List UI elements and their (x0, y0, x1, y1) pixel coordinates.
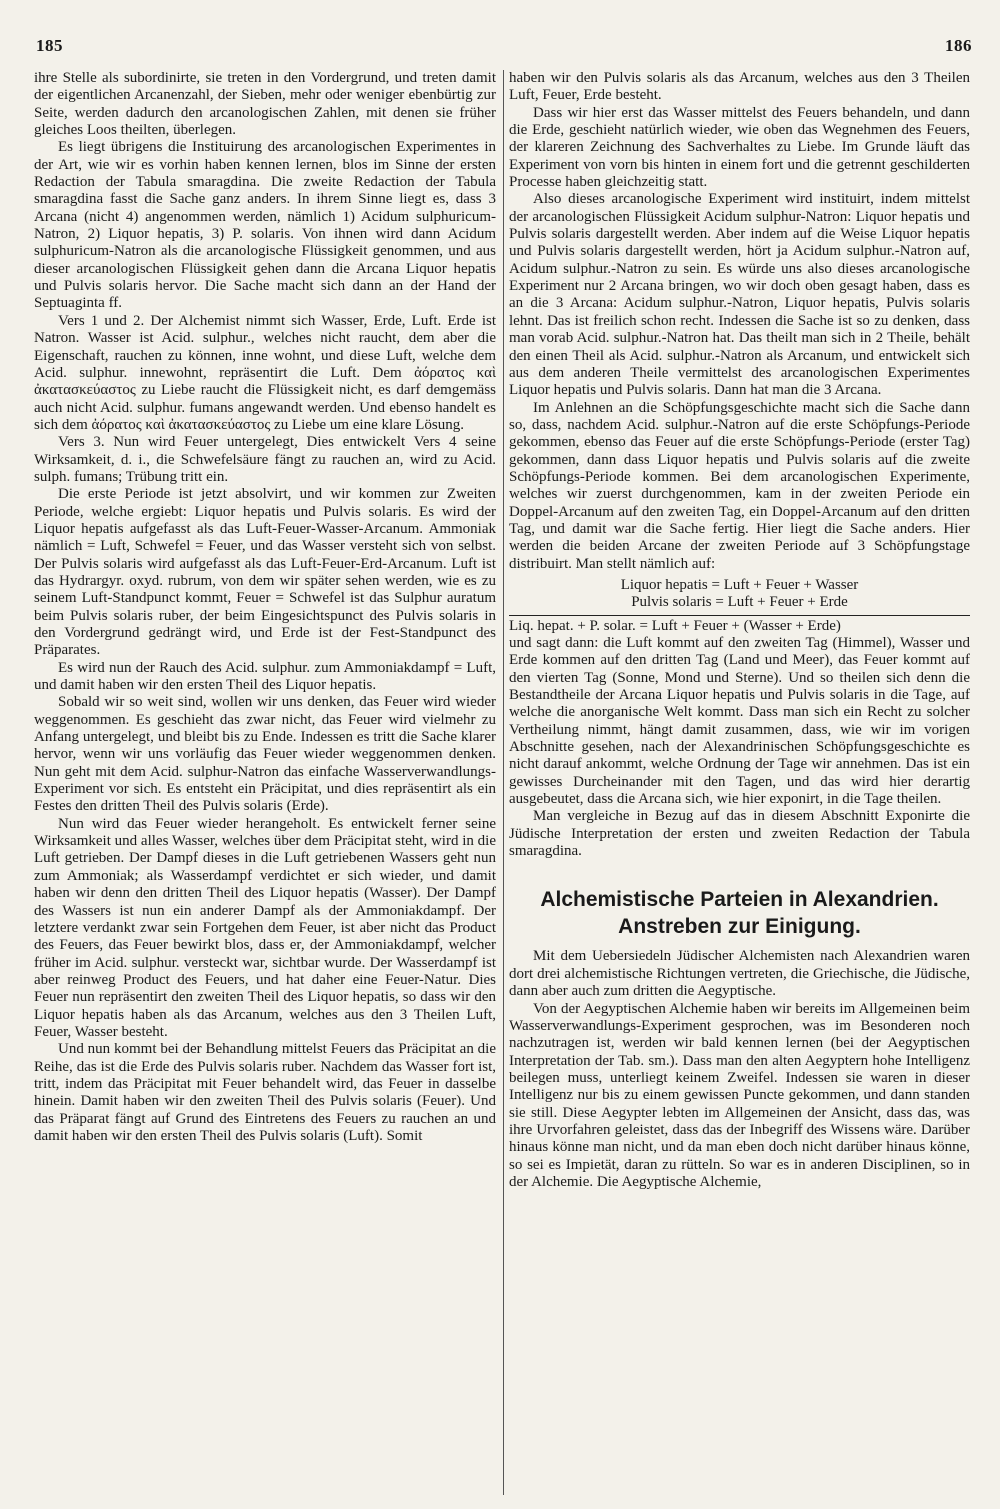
paragraph: Von der Aegyptischen Alchemie haben wir bereits im Allgemeinen beim Wasserverwandlungs-Experiment gesprochen, was im Besonderen noch nachzutragen ist, werden wir bald kennen lernen (bei der Aegyptischen Interpretation der Tab. sm.). Dass man den alten Aegyptern hohe Intelligenz beilegen muss, unterliegt keinem Zweifel. Indessen sie waren in dieser Intelligenz nur bis zu einem gewissen Puncte gekommen, und dann standen sie still. Diese Aegypter lebten im Allgemeinen der Ansicht, dass das, was ihre Urvorfahren geleistet, dass das der Inbegriff des Wissens wäre. Darüber hinaus könne man nicht, und da man eben doch nicht darüber hinaus könne, so sei es Impietät, daran zu rütteln. So war es in anderen Disciplinen, so in der Alchemie. Die Aegyptische Alchemie, (509, 1000, 970, 1190)
paragraph: Die erste Periode ist jetzt absolvirt, und wir kommen zur Zweiten Periode, welche ergiebt: Liquor hepatis und Pulvis solaris. Es wird der Liquor hepatis aufgefasst als das Luft-Feuer-Wasser-Arcanum. Ammoniak nämlich = Luft, Schwefel = Feuer, und das Wasser versteht sich von selbst. Der Pulvis solaris wird aufgefasst als das Luft-Feuer-Erd-Arcanum. Luft ist das Hydrargyr. oxyd. rubrum, von dem wir später sehen werden, wie es zu seinem Luft-Standpunct kommt, Feuer = Schwefel ist das Sulphur auratum beim Pulvis solaris ruber, der beim Eingesichtspunct des Pulvis solaris in den Vordergrund gedrängt wird, und Erde ist der Fest-Standpunct des Präparates. (34, 486, 496, 659)
paragraph: und sagt dann: die Luft kommt auf den zweiten Tag (Himmel), Wasser und Erde kommen auf den dritten Tag (Land und Meer), das Feuer kommt auf den vierten Tag (Sonne, Mond und Sterne). Und so theilen sich denn die Bestandtheile der Arcana Liquor hepatis und Pulvis solaris in die Tage, auf welche die anorganische Welt kommt. Dass man sich ein Recht zu solcher Vertheilung nimmt, hängt damit zusammen, dass, wie wir im vorigen Abschnitte gesehen, nach der Alexandrinischen Schöpfungsgeschichte es nicht darauf ankommt, welche Ordnung der Tage wir annehmen. Das ist ein gewisses Durcheinander mit den Tagen, und das wird hier derartig ausgebeutet, dass die Arcana sich, wie hier exponirt, in die Tage theilen. (509, 635, 970, 808)
paragraph: Es wird nun der Rauch des Acid. sulphur. zum Ammoniakdampf = Luft, und damit haben wir den ersten Theil des Liquor hepatis. (34, 659, 496, 694)
paragraph: Mit dem Uebersiedeln Jüdischer Alchemisten nach Alexandrien waren dort drei alchemistische Richtungen vertreten, die Griechische, die Jüdische, dann aber auch zum dritten die Aegyptische. (509, 948, 970, 1000)
formula-expression: = Luft + Feuer + Erde (711, 594, 848, 611)
paragraph: Vers 3. Nun wird Feuer untergelegt, Dies entwickelt Vers 4 seine Wirksamkeit, d. i., die Schwefelsäure fängt zu rauchen an, wird zu Acid. sulph. fumans; Trübung tritt ein. (34, 434, 496, 485)
column-divider (503, 70, 504, 1495)
formula-row (509, 577, 970, 594)
paragraph: Nun wird das Feuer wieder herangeholt. Es entwickelt ferner seine Wirksamkeit und alles Wasser, welches über dem Präcipitat steht, wird in die Luft getrieben. Der Dampf dieses in die Luft getriebenen Wassers geht nun zum Ammoniak; als Wasserdampf verdichtet er sich wieder, und damit haben wir denn den dritten Theil des Liquor hepatis (Wasser). Der Dampf des Wassers ist nun ein anderer Dampf als der Ammoniakdampf. Der letztere verdankt zwar sein Fortgehen dem Feuer, ist aber nicht das Product des Feuers, das Feuer bewirkt blos, dass er, der Ammoniakdampf, welcher früher im Acid. sulphur. versteckt war, sichtbar wurde. Der Wasserdampf ist aber reinweg Product des Feuers, und hat daher eine Feuer-Natur. Dies Feuer nun repräsentirt den zweiten Theil des Liquor hepatis, so dass wir den Liquor hepatis haben als das Arcanum, welches aus den 3 Theilen Luft, Feuer, Wasser besteht. (34, 815, 496, 1040)
formula-expression: = Luft + Feuer + Wasser (707, 576, 859, 593)
formula-row (509, 594, 970, 611)
paragraph: Im Anlehnen an die Schöpfungsgeschichte macht sich die Sache dann so, dass, nachdem Acid. sulphur.-Natron auf die erste Schöpfungs-Periode gekommen, ebenso das Feuer auf die erste Schöpfungs-Periode (erster Tag) gekommen, dann dass Liquor hepatis und Pulvis solaris auf die zweite Schöpfungs-Periode kommen. Bei dem arcanologischen Experimente, welches wir zuerst durchgenommen, kam in der zweiten Periode ein Doppel-Arcanum auf den zweiten Tag, ein Doppel-Arcanum auf den dritten Tag, und damit war die Sache fertig. Hier liegt die Sache anders. Hier werden die beiden Arcane der zweiten Periode auf 3 Schöpfungstage distribuirt. Man stellt nämlich auf: (509, 399, 970, 572)
paragraph: Sobald wir so weit sind, wollen wir uns denken, das Feuer wird wieder weggenommen. Es geschieht das zwar nicht, das Feuer wird vielmehr zu Anfang untergelegt, und bleibt bis zu Ende. Indessen es tritt die Sache klarer hervor, wenn wir uns vorläufig das Feuer wieder weggenommen denken. Nun geht mit dem Acid. sulphur-Natron das einfache Wasserverwandlungs-Experiment vor sich. Es entsteht ein Präcipitat, und dies repräsentirt als ein Festes den dritten Theil des Pulvis solaris (Erde). (34, 694, 496, 815)
paragraph: Dass wir hier erst das Wasser mittelst des Feuers behandeln, und dann die Erde, geschieht natürlich wieder, wie oben das Wegnehmen des Feuers, der klareren Zeichnung des Sachverhaltes zu Liebe. Im Grunde läuft das Experiment von vorn bis hinten in einem fort und die getrennt geschilderten Processe haben gleichzeitig statt. (509, 104, 970, 191)
section-heading-line: Anstreben zur Einigung. (618, 915, 861, 939)
page-number-left: 185 (36, 36, 63, 55)
formula-rule (509, 615, 970, 616)
section-heading (509, 886, 970, 940)
paragraph: ihre Stelle als subordinirte, sie treten in den Vordergrund, und treten damit der eigentlichen Arcanenzahl, der Sieben, mehr oder weniger ebenbürtig zur Seite, werden dadurch den arcanologischen Zahlen, mit denen sie früher gleiches Loos theilten, überlegen. (34, 70, 496, 139)
paragraph: Es liegt übrigens die Instituirung des arcanologischen Experimentes in der Art, wie wir es vorhin haben kennen lernen, blos im Sinne der ersten Redaction der Tabula smaragdina. Die zweite Redaction der Tabula smaragdina fasst die Sache ganz anders. In ihrem Sinne liegt es, dass 3 Arcana (nicht 4) angenommen werden, nämlich 1) Acidum sulphuricum-Natron, 2) Liquor hepatis, 3) P. solaris. Von ihnen wird dann Acidum sulphuricum-Natron als die arcanologische Flüssigkeit genommen, und aus dieser arcanologischen Flüssigkeit gehen dann die Arcana Liquor hepatis und Pulvis solaris hervor. Die Sache macht sich dann an der Hand der Septuaginta ff. (34, 139, 496, 312)
page-number-right: 186 (945, 36, 972, 55)
paragraph: Also dieses arcanologische Experiment wird instituirt, indem mittelst der arcanologischen Flüssigkeit Acidum sulphur-Natron: Liquor hepatis und Pulvis solaris dargestellt werden. Aber indem auf die Weise Liquor hepatis und Pulvis solaris dargestellt werden, hört ja Acidum sulphur.-Natron auf, Acidum sulphur.-Natron zu sein. Es würde uns also dieses arcanologische Experiment nur 2 Arcana bringen, wo wir doch oben gesagt haben, dass es an die 3 Arcana: Acidum sulphur.-Natron, Liquor hepatis, Pulvis solaris lehnt. Das ist freilich schon recht. Indessen die Sache ist so zu denken, dass man vorab Acid. sulphur.-Natron hat. Das theilt man sich in 2 Theile, behält den einen Theil als Acid. sulphur.-Natron als Arcanum, und entwickelt sich aus dem anderen Theile vermittelst des arcanologischen Experimentes Liquor hepatis und Pulvis solaris. Dann hat man die 3 Arcana. (509, 191, 970, 399)
paragraph: Man vergleiche in Bezug auf das in diesem Abschnitt Exponirte die Jüdische Interpretation der ersten und zweiten Redaction der Tabula smaragdina. (509, 808, 970, 860)
paragraph: haben wir den Pulvis solaris als das Arcanum, welches aus den 3 Theilen Luft, Feuer, Erde besteht. (509, 70, 970, 104)
formula-block (509, 577, 970, 635)
formula-term: Pulvis solaris (631, 594, 712, 611)
right-column (509, 70, 970, 1495)
section-heading-line: Alchemistische Parteien in Alexandrien. (540, 888, 939, 912)
paragraph: Und nun kommt bei der Behandlung mittelst Feuers das Präcipitat an die Reihe, das ist die Erde des Pulvis solaris ruber. Nachdem das Wasser fort ist, tritt, indem das Präcipitat mit Feuer behandelt wird, das Feuer in dasselbe hinein. Damit haben wir den zweiten Theil des Pulvis solaris (Feuer). Und das Präparat fängt auf Grund des Eintretens des Feuers zu rauchen an und damit haben wir den ersten Theil des Pulvis solaris (Luft). Somit (34, 1041, 496, 1144)
left-column (34, 70, 496, 1495)
formula-result: Liq. hepat. + P. solar. = Luft + Feuer + (Wasser + Erde) (509, 617, 841, 634)
formula-term: Liquor hepatis (620, 576, 708, 593)
paragraph: Vers 1 und 2. Der Alchemist nimmt sich Wasser, Erde, Luft. Erde ist Natron. Wasser ist Acid. sulphur., welches nicht raucht, dem aber die Eigenschaft, rauchen zu können, inne wohnt, und diese Luft, welche dem Acid. sulphur. innewohnt, repräsentirt die Luft. Dem ἀόρατος καὶ ἀκατασκεύαστος zu Liebe raucht die Flüssigkeit nicht, es darf demgemäss auch nicht Acid. sulphur. fumans angewandt werden. Und ebenso handelt es sich dem ἀόρατος καὶ ἀκατασκεύαστος zu Liebe um eine klare Lösung. (34, 312, 496, 433)
